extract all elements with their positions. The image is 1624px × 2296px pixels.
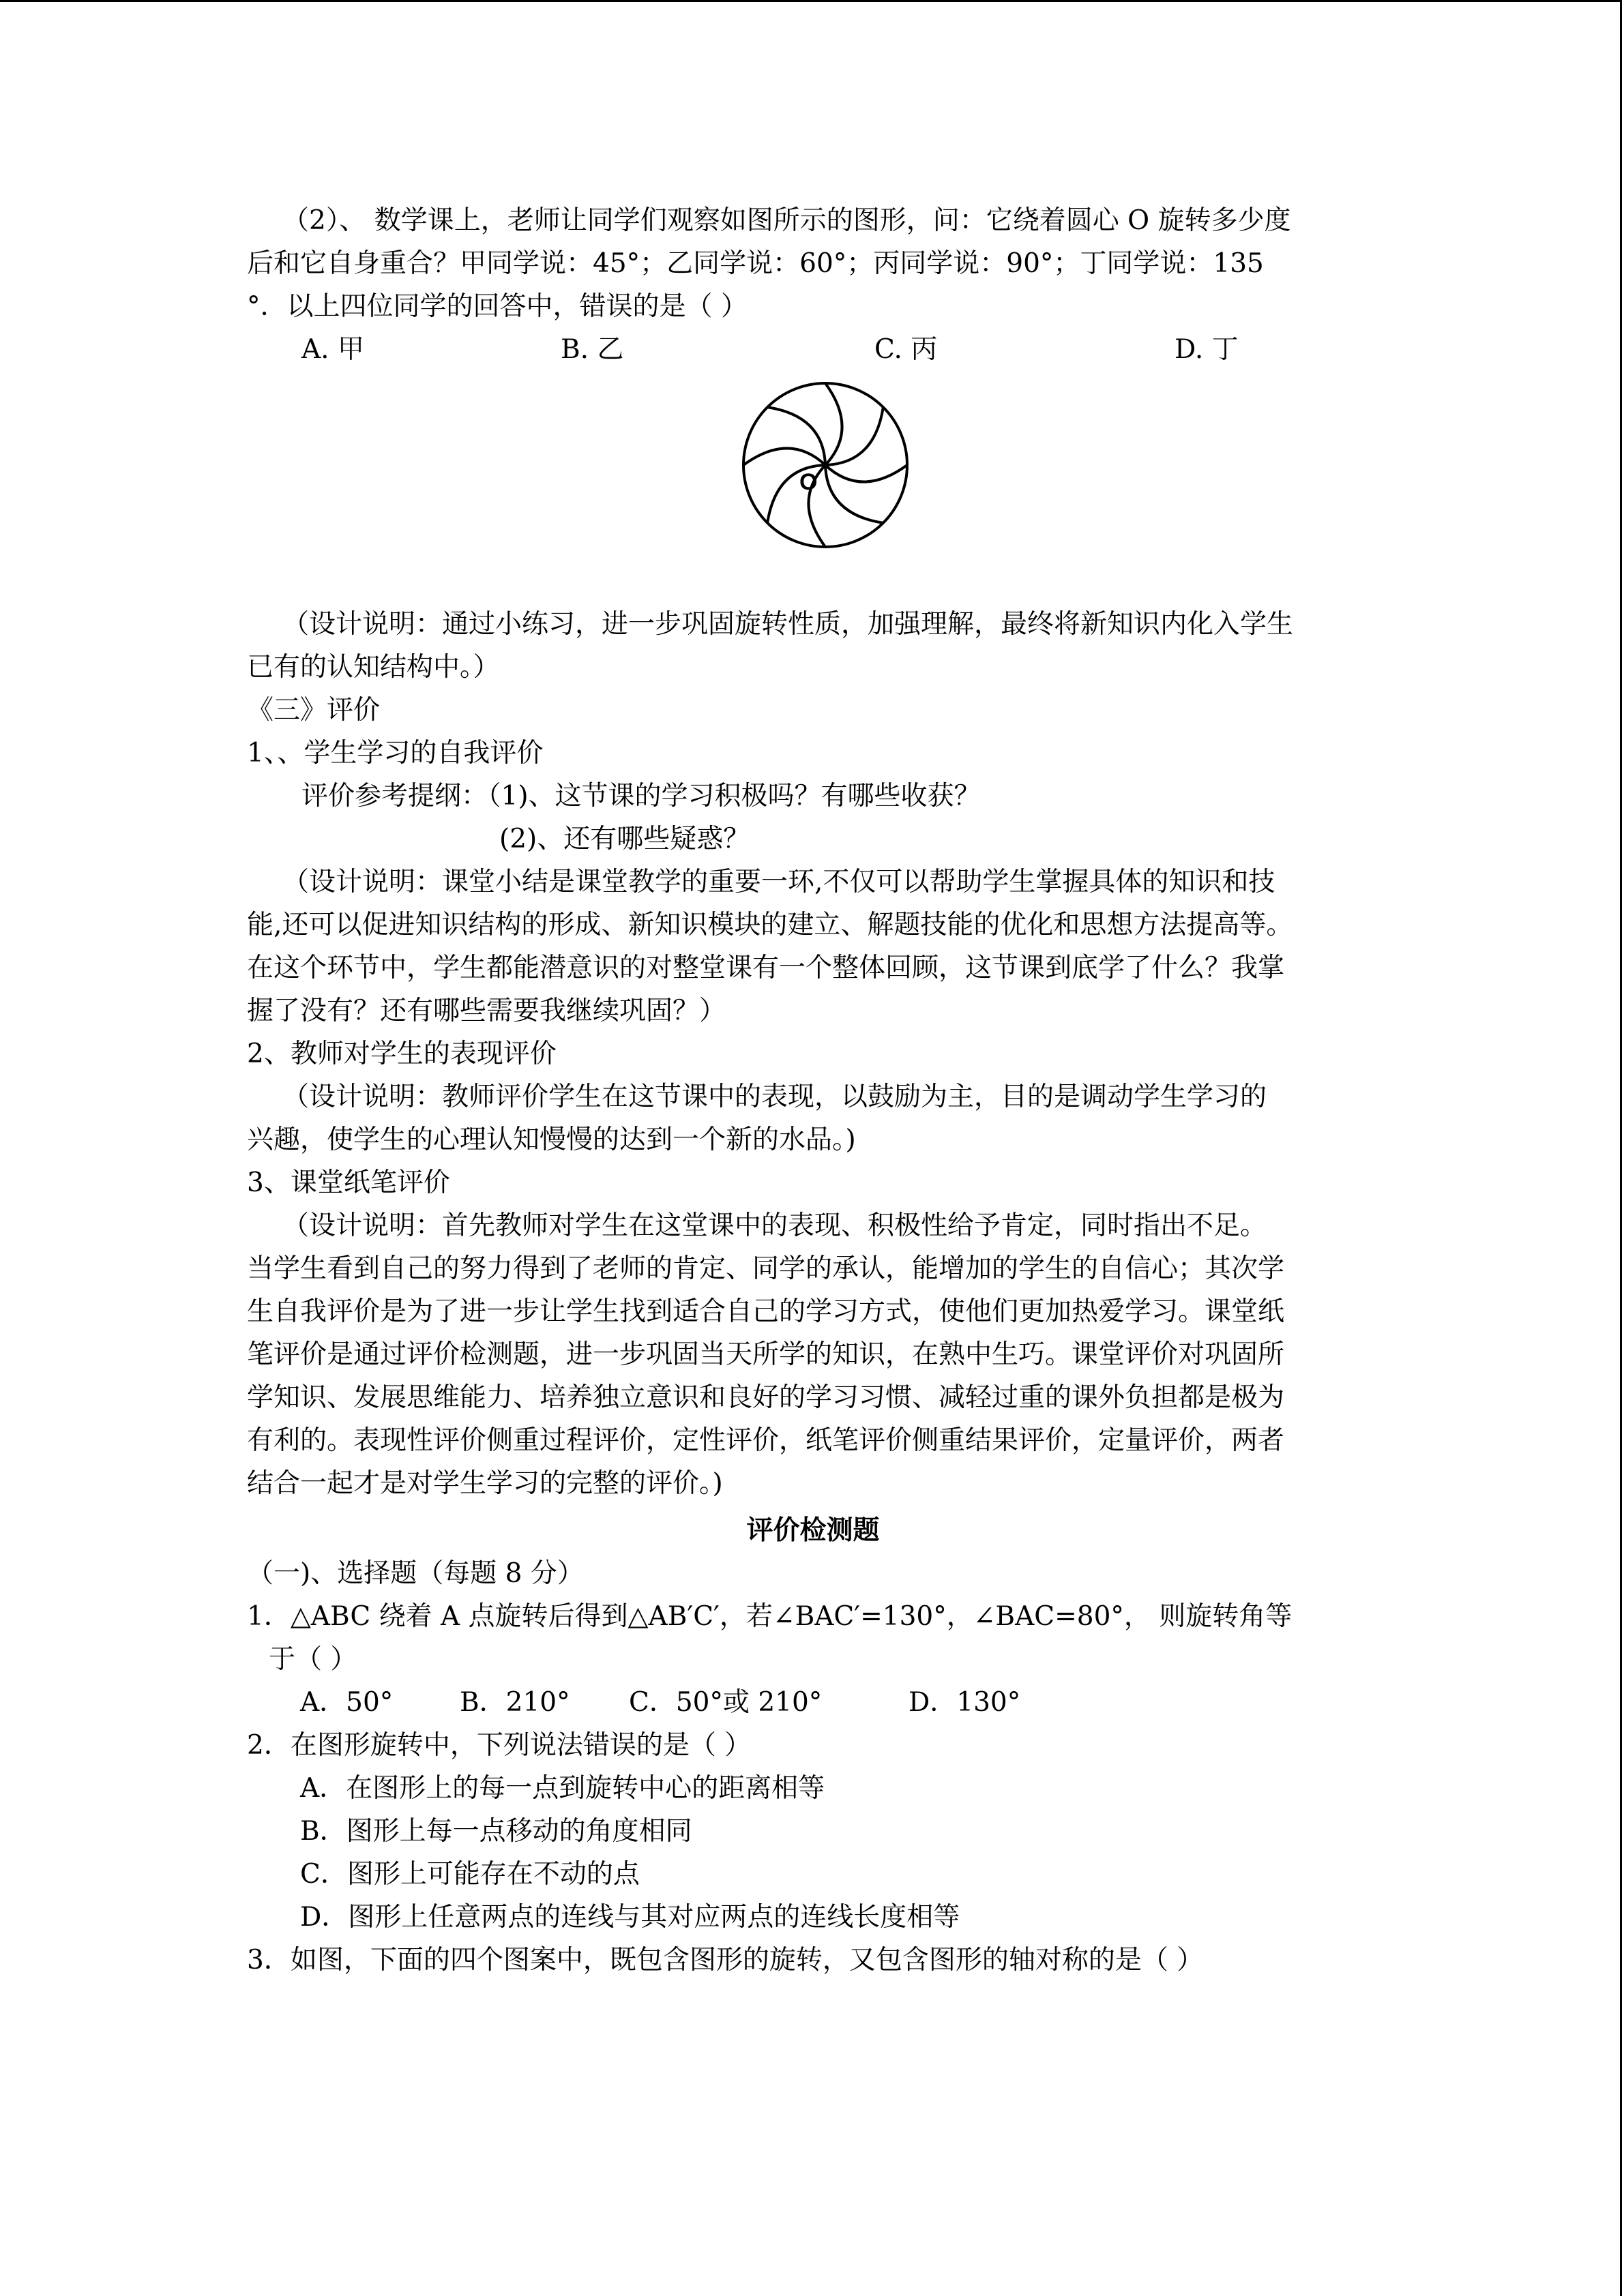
section3-sub3: 3、课堂纸笔评价 [247,1167,450,1198]
test-q1-option-c: C．50°或 210° [629,1687,823,1718]
outline-1: 评价参考提纲：（1)、这节课的学习积极吗？有哪些收获？ [301,781,981,811]
test-q3-stem: 3．如图，下面的四个图案中，既包含图形的旋转，又包含图形的轴对称的是（ ） [247,1945,1204,1976]
q2-line-1: （2）、 数学课上，老师让同学们观察如图所示的图形，问：它绕着圆心 O 旋转多少度 [282,205,1291,236]
note4-line-3: 生自我评价是为了进一步让学生找到适合自己的学习方式，使他们更加热爱学习。课堂纸 [247,1296,1285,1327]
section3-sub2: 2、教师对学生的表现评价 [247,1039,557,1069]
test-q1-option-d: D．130° [909,1687,1021,1718]
note4-line-6: 有利的。表现性评价侧重过程评价，定性评价，纸笔评价侧重结果评价，定量评价，两者 [247,1425,1285,1456]
note4-line-5: 学知识、发展思维能力、培养独立意识和良好的学习习惯、减轻过重的课外负担都是极为 [247,1382,1285,1413]
test-title: 评价检测题 [746,1515,880,1546]
note2-line-3: 在这个环节中，学生都能潜意识的对整堂课有一个整体回顾，这节课到底学了什么？我掌 [247,953,1285,983]
q2-options [247,328,1379,371]
note4-line-7: 结合一起才是对学生学习的完整的评价。) [247,1468,723,1499]
note3-line-2: 兴趣，使学生的心理认知慢慢的达到一个新的水品。) [247,1124,856,1155]
q2-line-3: °．以上四位同学的回答中，错误的是（ ） [247,291,748,322]
document-body [247,199,1379,1982]
outline-2: (2)、还有哪些疑惑？ [499,824,750,854]
section3-sub1: 1、、学生学习的自我评价 [247,738,544,769]
note3-line-1: （设计说明：教师评价学生在这节课中的表现，以鼓励为主，目的是调动学生学习的 [282,1082,1267,1112]
q2-option-a: A. 甲 [301,334,364,365]
figure-spoke [825,407,883,465]
note2-line-4: 握了没有？还有哪些需要我继续巩固？） [247,996,726,1026]
rotation-figure [737,376,914,554]
q2-option-d: D. 丁 [1175,334,1239,365]
test-q1-line-1: 1．△ABC 绕着 A 点旋转后得到△AB′C′，若∠BAC′=130°，∠BAC=80°， 则旋转角等 [247,1601,1293,1632]
figure-spokes [743,383,907,547]
q2-option-c: C. 丙 [874,334,938,365]
note4-line-2: 当学生看到自己的努力得到了老师的肯定、同学的承认，能增加的学生的自信心；其次学 [247,1253,1285,1284]
test-q2-option-d: D．图形上任意两点的连线与其对应两点的连线长度相等 [300,1902,960,1933]
note1-line-2: 已有的认知结构中。） [247,652,500,683]
figure-spoke [825,465,883,523]
note4-line-4: 笔评价是通过评价检测题，进一步巩固当天所学的知识，在熟中生巧。课堂评价对巩固所 [247,1339,1285,1370]
rotation-figure-container [247,371,1379,603]
test-q1-option-a: A．50° [300,1687,394,1718]
test-q1-line-2: 于（ ） [269,1644,357,1675]
figure-spoke [825,383,842,465]
test-q2-option-c: C．图形上可能存在不动的点 [300,1859,640,1890]
q2-option-b: B. 乙 [561,334,624,365]
figure-spoke [743,448,825,465]
note1-line-1: （设计说明：通过小练习，进一步巩固旋转性质，加强理解，最终将新知识内化入学生 [282,609,1294,640]
figure-spoke [767,407,825,465]
test-q2-option-a: A．在图形上的每一点到旋转中心的距离相等 [300,1773,825,1804]
test-q1-options [247,1681,1379,1724]
note2-line-2: 能,还可以促进知识结构的形成、新知识模块的建立、解题技能的优化和思想方法提高等。 [247,910,1293,940]
section3-title: 《三》评价 [247,695,381,726]
test-q2-stem: 2．在图形旋转中，下列说法错误的是（ ） [247,1730,752,1761]
test-q2-option-b: B．图形上每一点移动的角度相同 [300,1816,692,1847]
test-part1: （一)、选择题（每题 8 分） [247,1558,584,1589]
test-q1-option-b: B．210° [460,1687,570,1718]
note2-line-1: （设计说明：课堂小结是课堂教学的重要一环,不仅可以帮助学生掌握具体的知识和技 [282,867,1275,897]
note4-line-1: （设计说明：首先教师对学生在这堂课中的表现、积极性给予肯定，同时指出不足。 [282,1210,1267,1241]
q2-line-2: 后和它自身重合？甲同学说：45°；乙同学说：60°；丙同学说：90°；丁同学说：135 [247,248,1264,279]
figure-spoke [825,465,907,482]
figure-center-label: O [799,469,818,495]
